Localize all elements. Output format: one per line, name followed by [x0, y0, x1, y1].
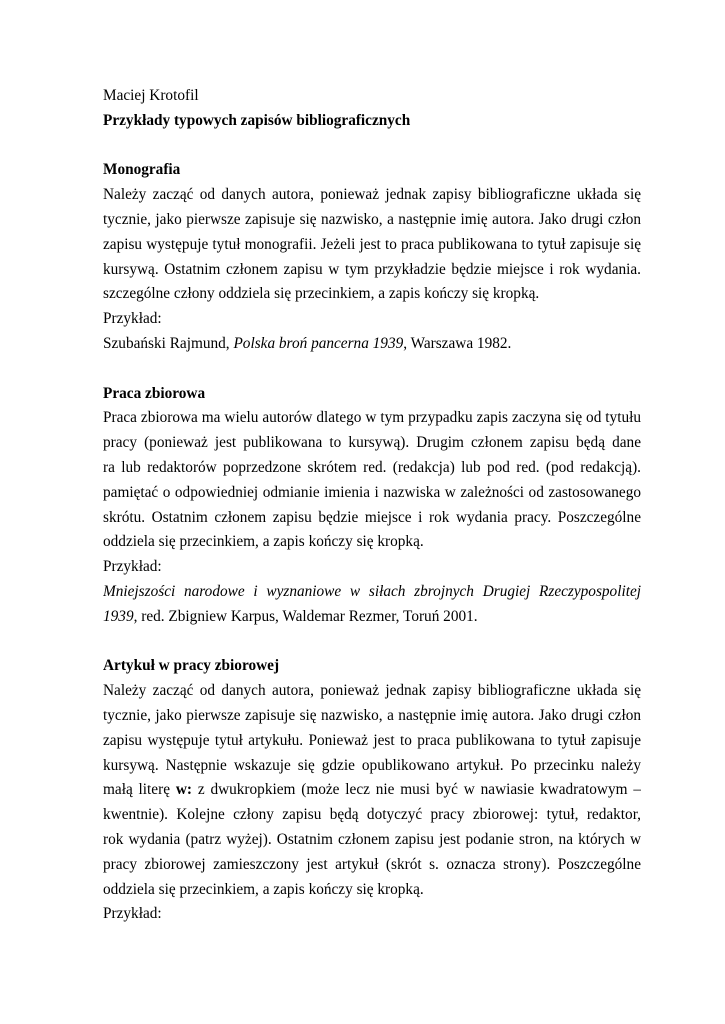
- spacer: [103, 357, 641, 382]
- paragraph-line: pracy (ponieważ jest publikowana to kursywą). Drugim członem zapisu będą dane: [103, 434, 641, 452]
- paragraph-line: ra lub redaktorów poprzedzone skrótem red. (redakcja) lub pod red. (pod redakcją).: [103, 458, 641, 476]
- paragraph-line: szczególne człony oddziela się przecinkiem, a zapis kończy się kropką.: [103, 285, 540, 303]
- paragraph-line: kursywą. Następnie wskazuje się gdzie opublikowano artykuł. Po przecinku należy: [103, 756, 641, 774]
- example-title: Mniejszości narodowe i wyznaniowe w siłach zbrojnych Drugiej Rzeczypospolitej: [103, 582, 641, 600]
- paragraph-line: Należy zacząć od danych autora, ponieważ jednak zapisy bibliograficzne układa się: [103, 682, 641, 700]
- example-title: Polska broń pancerna 1939: [233, 334, 404, 352]
- paragraph-line: pamiętać o odpowiedniej odmianie imienia i nazwiska w zależności od zastosowanego: [103, 483, 641, 501]
- example-entry-monografia: [103, 332, 641, 357]
- example-rest: , red. Zbigniew Karpus, Waldemar Rezmer, Toruń 2001.: [133, 607, 478, 625]
- paragraph-line: tycznie, jako pierwsze zapisuje się nazwisko, a następnie imię autora. Jako drugi człon: [103, 706, 641, 724]
- paragraph-line: tycznie, jako pierwsze zapisuje się nazwisko, a następnie imię autora. Jako drugi człon: [103, 210, 641, 228]
- paragraph-line: skrótu. Ostatnim członem zapisu będzie miejsce i rok wydania pracy. Poszczególne: [103, 508, 641, 526]
- example-label: Przykład:: [103, 310, 162, 328]
- paragraph-line: zapisu występuje tytuł artykułu. Ponieważ jest to praca publikowana to tytuł zapisuje: [103, 731, 641, 749]
- document-title: Przykłady typowych zapisów bibliograficznych: [103, 111, 411, 129]
- example-label: Przykład:: [103, 558, 162, 576]
- paragraph-line: oddziela się przecinkiem, a zapis kończy się kropką.: [103, 533, 424, 551]
- section-heading-artykul: Artykuł w pracy zbiorowej: [103, 657, 280, 675]
- example-label: Przykład:: [103, 905, 162, 923]
- paragraph-line: rok wydania (patrz wyżej). Ostatnim członem zapisu jest podanie stron, na których w: [103, 830, 641, 848]
- example-entry-praca-zbiorowa: [103, 580, 641, 605]
- paragraph-line: Praca zbiorowa ma wielu autorów dlatego w tym przypadku zapis zaczyna się od tytułu: [103, 409, 641, 427]
- text-column: [103, 84, 641, 927]
- paragraph-line: kursywą. Ostatnim członem zapisu w tym przykładzie będzie miejsce i rok wydania.: [103, 260, 641, 278]
- paragraph-line-mixed: [103, 778, 641, 803]
- paragraph-line: oddziela się przecinkiem, a zapis kończy się kropką.: [103, 880, 424, 898]
- text-fragment: małą literę: [103, 781, 176, 799]
- paragraph-line: zapisu występuje tytuł monografii. Jeżeli jest to praca publikowana to tytuł zapisuje się: [103, 235, 641, 253]
- section-heading-monografia: Monografia: [103, 161, 181, 179]
- paragraph-line: Należy zacząć od danych autora, ponieważ jednak zapisy bibliograficzne układa się: [103, 186, 641, 204]
- bold-fragment: w:: [175, 781, 192, 799]
- paragraph-line: kwentnie). Kolejne człony zapisu będą dotyczyć pracy zbiorowej: tytuł, redaktor,: [103, 806, 641, 824]
- example-entry-praca-zbiorowa-cont: [103, 605, 641, 630]
- text-fragment: z dwukropkiem (może lecz nie musi być w nawiasie kwadratowym –: [197, 781, 641, 799]
- paragraph-line: pracy zbiorowej zamieszczony jest artykuł (skrót s. oznacza strony). Poszczególne: [103, 855, 641, 873]
- example-rest: , Warszawa 1982.: [403, 334, 512, 352]
- example-title-cont: 1939: [103, 607, 134, 625]
- spacer: [103, 134, 641, 159]
- section-heading-praca-zbiorowa: Praca zbiorowa: [103, 384, 206, 402]
- author-name: Maciej Krotofil: [103, 87, 199, 104]
- spacer: [103, 630, 641, 655]
- example-author: Szubański Rajmund,: [103, 334, 234, 352]
